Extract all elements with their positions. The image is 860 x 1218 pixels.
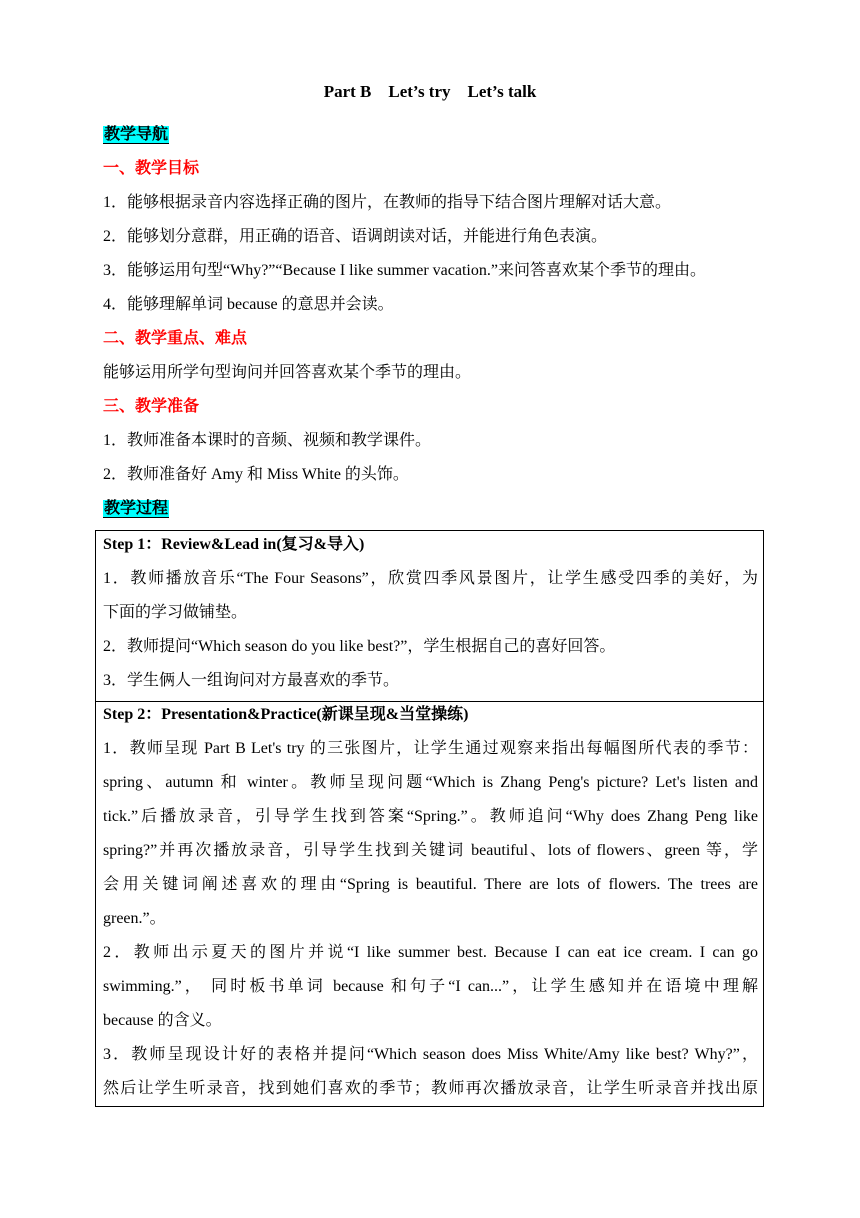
- step2-line: 然后让学生听录音，找到她们喜欢的季节；教师再次播放录音，让学生听录音并找出原: [103, 1080, 758, 1097]
- step2-heading: Step 2：Presentation&Practice(新课呈现&当堂操练): [103, 706, 469, 723]
- goal-item: 4．能够理解单词 because 的意思并会读。: [103, 296, 394, 313]
- step2-line: spring?”并再次播放录音，引导学生找到关键词 beautiful、lots of flowers、green 等，学: [103, 842, 758, 859]
- step2-line: 会用关键词阐述喜欢的理由“Spring is beautiful. There are lots of flowers. The trees are: [103, 876, 758, 893]
- step1-line: 3．学生俩人一组询问对方最喜欢的季节。: [103, 672, 400, 689]
- goal-item: 3．能够运用句型“Why?”“Because I like summer vacation.”来问答喜欢某个季节的理由。: [103, 262, 706, 279]
- step2-line: tick.”后播放录音，引导学生找到答案“Spring.”。教师追问“Why does Zhang Peng like: [103, 808, 758, 825]
- step2-line: 2．教师出示夏天的图片并说“I like summer best. Because I can eat ice cream. I can go: [103, 944, 758, 961]
- goal-item: 2．能够划分意群，用正确的语音、语调朗读对话，并能进行角色表演。: [103, 228, 608, 245]
- nav-heading: [103, 124, 169, 146]
- step1-line: 1．教师播放音乐“The Four Seasons”，欣赏四季风景图片，让学生感受四季的美好，为: [103, 570, 758, 587]
- step2-line: spring、autumn 和 winter。教师呈现问题“Which is Zhang Peng's picture? Let's listen and: [103, 774, 758, 791]
- nav-heading-highlight: 教学导航: [104, 126, 169, 143]
- page-title: Part B Let’s try Let’s talk: [323, 82, 537, 101]
- goals-heading: 一、教学目标: [103, 160, 200, 177]
- step2-line: 1．教师呈现 Part B Let's try 的三张图片，让学生通过观察来指出每幅图所代表的季节：: [103, 740, 758, 757]
- step2-line: green.”。: [103, 910, 166, 927]
- process-heading: [103, 498, 169, 520]
- step1-line: 2．教师提问“Which season do you like best?”，学生根据自己的喜好回答。: [103, 638, 616, 655]
- step2-line: 3．教师呈现设计好的表格并提问“Which season does Miss White/Amy like best? Why?”，: [103, 1046, 758, 1063]
- step2-line: swimming.”， 同时板书单词 because 和句子“I can...”，让学生感知并在语境中理解: [103, 978, 758, 995]
- step1-line: 下面的学习做铺垫。: [103, 604, 248, 621]
- process-heading-highlight: 教学过程: [104, 500, 169, 517]
- step2-box: [95, 701, 764, 1107]
- step1-box: [95, 530, 764, 702]
- goal-item: 1．能够根据录音内容选择正确的图片，在教师的指导下结合图片理解对话大意。: [103, 194, 672, 211]
- key-text: 能够运用所学句型询问并回答喜欢某个季节的理由。: [103, 364, 472, 381]
- step2-line: because 的含义。: [103, 1012, 222, 1029]
- prep-item: 2．教师准备好 Amy 和 Miss White 的头饰。: [103, 466, 409, 483]
- key-heading: 二、教学重点、难点: [103, 330, 248, 347]
- prep-heading: 三、教学准备: [103, 398, 200, 415]
- prep-item: 1．教师准备本课时的音频、视频和教学课件。: [103, 432, 432, 449]
- step1-heading: Step 1：Review&Lead in(复习&导入): [103, 536, 365, 553]
